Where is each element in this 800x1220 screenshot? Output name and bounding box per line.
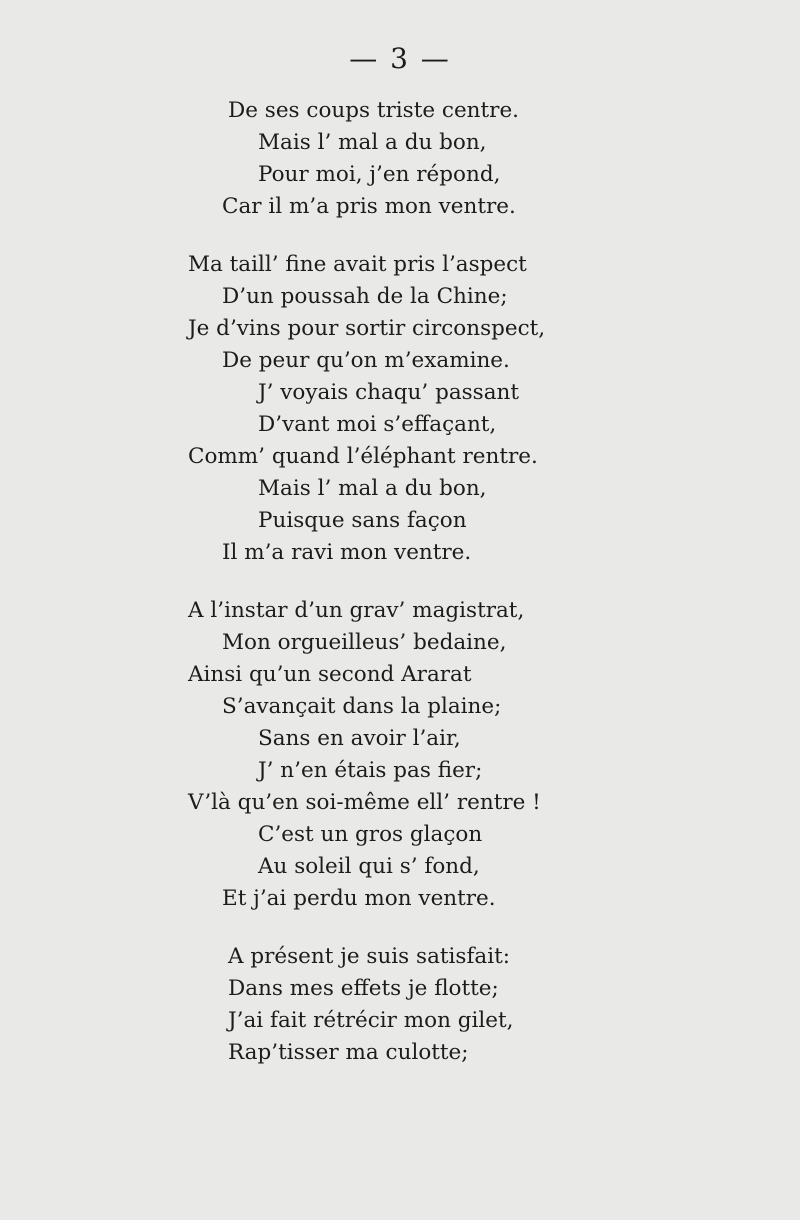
- poem-line: Mais l’ mal a du bon,: [258, 476, 487, 501]
- poem-line: Rap’tisser ma culotte;: [228, 1040, 469, 1065]
- poem-line: D’vant moi s’effaçant,: [258, 412, 497, 437]
- page-number: — 3 —: [349, 42, 451, 75]
- poem-line: J’ n’en étais pas fier;: [258, 758, 483, 783]
- poem-line: Dans mes effets je flotte;: [228, 976, 499, 1001]
- poem-line: Et j’ai perdu mon ventre.: [222, 886, 496, 911]
- poem-line: D’un poussah de la Chine;: [222, 284, 508, 309]
- poem-line: A l’instar d’un grav’ magistrat,: [188, 598, 525, 623]
- poem-line: Ma taill’ fine avait pris l’aspect: [188, 252, 527, 277]
- poem-line: Car il m’a pris mon ventre.: [222, 194, 516, 219]
- poem-line: Mon orgueilleus’ bedaine,: [222, 630, 507, 655]
- poem-line: S’avançait dans la plaine;: [222, 694, 502, 719]
- poem-line: J’ voyais chaqu’ passant: [258, 380, 520, 405]
- poem-line: J’ai fait rétrécir mon gilet,: [228, 1008, 514, 1033]
- poem-line: Comm’ quand l’éléphant rentre.: [188, 444, 538, 469]
- poem-line: De ses coups triste centre.: [228, 98, 519, 123]
- poem-line: Puisque sans façon: [258, 508, 467, 533]
- poem-line: Pour moi, j’en répond,: [258, 162, 501, 187]
- poem-line: Sans en avoir l’air,: [258, 726, 461, 751]
- poem-line: Il m’a ravi mon ventre.: [222, 540, 472, 565]
- poem-line: C’est un gros glaçon: [258, 822, 483, 847]
- poem-line: Mais l’ mal a du bon,: [258, 130, 487, 155]
- poem-line: De peur qu’on m’examine.: [222, 348, 510, 373]
- poem-line: A présent je suis satisfait:: [228, 944, 510, 969]
- poem-line: Ainsi qu’un second Ararat: [188, 662, 472, 687]
- poem-line: V’là qu’en soi-même ell’ rentre !: [188, 790, 541, 815]
- poem-line: Au soleil qui s’ fond,: [258, 854, 480, 879]
- poem-line: Je d’vins pour sortir circonspect,: [188, 316, 546, 341]
